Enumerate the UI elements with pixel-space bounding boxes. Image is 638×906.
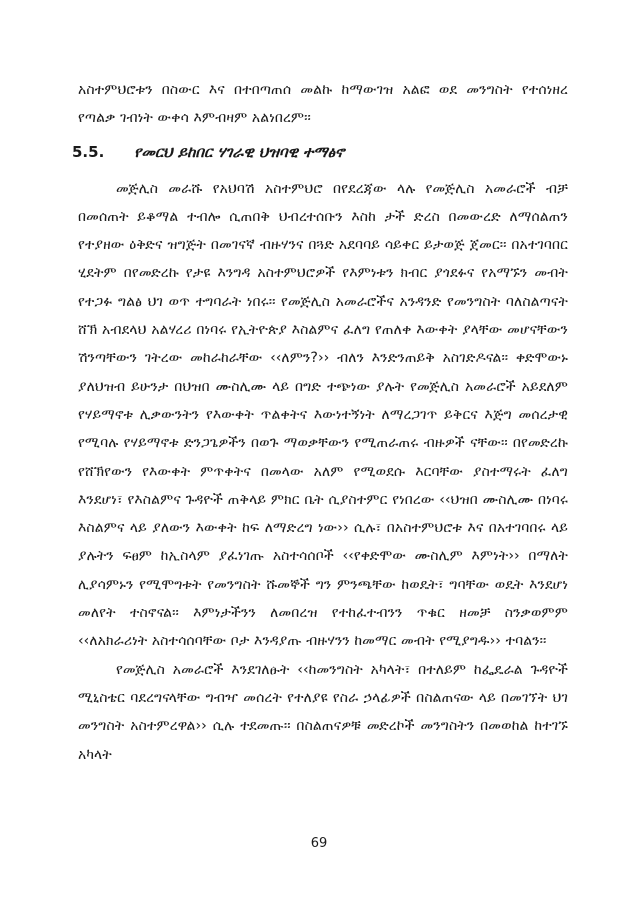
section-heading	[72, 143, 568, 171]
section-number: 5.5.	[72, 142, 105, 161]
paragraph-continuation: አስተምህሮቱን በስውር እና በተበጣጠሰ መልኩ ከማውገዝ አልፎ ወደ መንግስት የተሰነዘረ የጣልቃ ገብነት ውቀሳ እምብዛም አልነበረም፡፡	[78, 82, 568, 127]
page-number: 69	[310, 836, 328, 851]
paragraph-body-2: የመጅሊስ አመራሮች እንደገለፁት ‹‹ከመንግስት አካላት፣ በተለይም ከፌዴራል ጉዳዮች ሚኒስቴር ባደረግናላቸው ግብዣ መሰረት የተለያዩ የስራ ኃላፊዎች በስልጠናው ላይ በመገኘት ህገ መንግስት አስተምረዋል›› ሲሉ ተደመጡ፡፡ በስልጠናዎቹ መድረኮች መንግስትን በመወከል ከተገኙ አካላት	[78, 661, 568, 763]
paragraph-body: መጅሊስ መራሹ የአህባሽ አስተምህሮ በየደረጃው ላሉ የመጅሊስ አመራሮች ብቻ በመሰጠት ይቆማል ተብሎ ሲጠበቅ ህብረተሰቡን እስከ ታች ድረስ በመውረድ ለማሰልጠን የተያዘው ዕቅድና ዝግጅት በመገናኛ ብዙሃንና በጓድ አደባባይ ሳይቀር ይታወጅ ጀመር፡፡ በአተገባበር ሂደትም በየመድረኩ የታዩ እንግዳ አስተምህሮዎች የእምነቱን ክብር ያጎደፉና የአማኙን መብት የተጋፉ ግልፅ ህገ ወጥ ተግባራት ነበሩ፡፡ የመጅሊስ አመራሮችና አንዳንድ የመንግስት ባለስልጣናት ሸኽ አብደላህ አልሃረሪ በነባሩ የኢትዮጵያ እስልምና ፈለግ የጠለቀ እውቀት ያላቸው መሆናቸውን ሽንጣቸውን ገትረው መከራከራቸው ‹‹ለምን?›› ብለን እንድንጠይቅ አስገድዶናል፡፡ ቀድሞውኑ ያለህዝብ ይሁንታ በህዝበ ሙስሊሙ ላይ በግድ ተጭነው ያሉት የመጅሊስ አመራሮች አይደለም የሃይማኖቱ ሊቃውንትን የእውቀት ጥልቀትና እውነተኝነት ለማረጋገጥ ይቅርና እጅግ መሰረታዊ የሚባሉ የሃይማኖቱ ድንጋጌዎችን በወጉ ማወቃቸውን የሚጠራጠሩ ብዙዎች ናቸው፡፡ በየመድረኩ የሸኽየውን የእውቀት ምጥቀትና በመላው አለም የሚወደሱ እርባቸው ያስተማሩት ፈለግ እንደሆነ፣ የእስልምና ጉዳዮች ጠቅላይ ምክር ቤት ሲያስተምር የነበረው ‹‹ህዝበ ሙስሊሙ በነባሩ እስልምና ላይ ያለውን እውቀት ከፍ ለማድረግ ነው›› ሲሉ፣ በአስተምህሮቱ እና በአተገባበሩ ላይ ያሉትን ፍፀም ከኢስላም ያፈነገጡ አስተሳሰቦች ‹‹የቀድሞው ሙስሊም እምነት›› በማለት ሊያሳምኑን የሚሞግቱት የመንግስት ሹመኞች ግን ምንጫቸው ከወዴት፣ ግባቸው ወዴት እንደሆነ መለየት ተስኖናል፡፡ እምነታችንን ለመበረዝ የተከፈተብንን ጥቁር ዘመቻ ስንቃወምም ‹‹ለአክራሪነት አስተሳሰባቸው ቦታ እንዳያጡ ብዙሃንን ከመማር መብት የሚያግዱ›› ተባልን፡፡	[78, 180, 568, 650]
section-title: የመርህ ይከበር ሃገራዊ ህዝባዊ ተማፅኖ	[134, 142, 345, 161]
